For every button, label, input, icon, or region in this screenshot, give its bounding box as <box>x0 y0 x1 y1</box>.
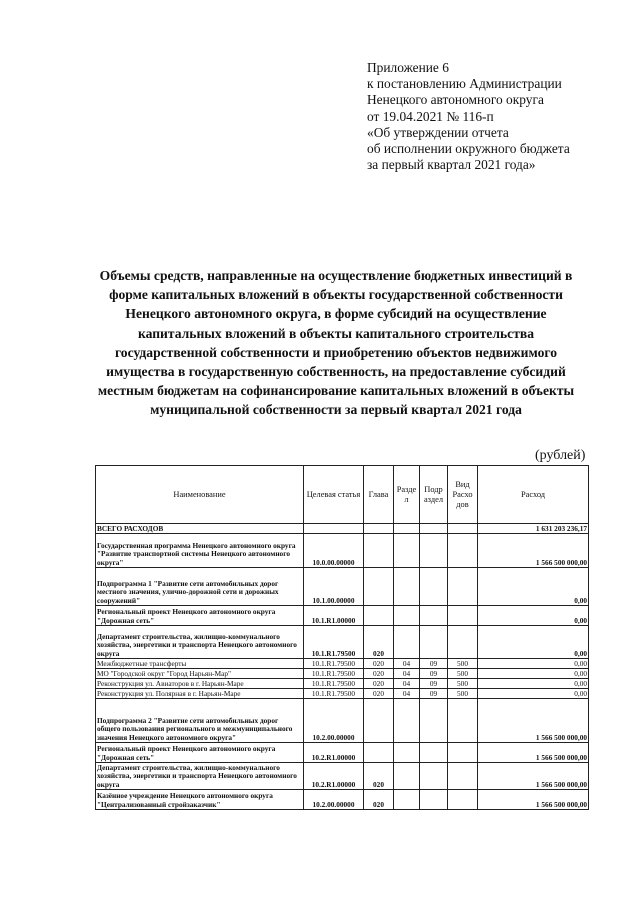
appendix-line: к постановлению Администрации <box>367 76 562 92</box>
cell-subsection <box>420 763 448 790</box>
cell-subsection <box>420 524 448 534</box>
cell-chapter: 020 <box>364 790 394 810</box>
cell-target: 10.0.00.00000 <box>304 534 364 568</box>
cell-exp-type <box>448 763 478 790</box>
table-row <box>96 659 589 669</box>
table-body <box>96 524 589 810</box>
cell-target: 10.2.00.00000 <box>304 790 364 810</box>
cell-section: 04 <box>394 659 420 669</box>
cell-target: 10.1.00.00000 <box>304 568 364 606</box>
cell-expense: 1 566 500 000,00 <box>478 790 589 810</box>
appendix-line: от 19.04.2021 № 116-п <box>367 108 494 124</box>
cell-expense: 0,00 <box>478 659 589 669</box>
cell-target: 10.1.R1.79500 <box>304 659 364 669</box>
cell-section <box>394 626 420 659</box>
appendix-block <box>367 60 627 173</box>
cell-subsection <box>420 534 448 568</box>
cell-expense: 1 566 500 000,00 <box>478 763 589 790</box>
table-row <box>96 790 589 810</box>
cell-expense: 0,00 <box>478 626 589 659</box>
table-row <box>96 606 589 626</box>
cell-section <box>394 534 420 568</box>
cell-chapter <box>364 699 394 743</box>
cell-subsection <box>420 790 448 810</box>
table-row <box>96 689 589 699</box>
appendix-line: за первый квартал 2021 года» <box>367 157 536 173</box>
cell-subsection <box>420 568 448 606</box>
header-expense: Расход <box>478 466 589 524</box>
cell-subsection: 09 <box>420 689 448 699</box>
cell-target: 10.1.R1.79500 <box>304 669 364 679</box>
cell-exp-type <box>448 699 478 743</box>
table-row <box>96 679 589 689</box>
cell-expense: 0,00 <box>478 606 589 626</box>
header-subsection: Подр аздел <box>420 466 448 524</box>
cell-target: 10.2.00.00000 <box>304 699 364 743</box>
appendix-line: Ненецкого автономного округа <box>367 92 544 108</box>
header-exp-type: Вид Расхо дов <box>448 466 478 524</box>
cell-chapter <box>364 606 394 626</box>
cell-chapter: 020 <box>364 669 394 679</box>
cell-chapter: 020 <box>364 659 394 669</box>
cell-subsection <box>420 743 448 763</box>
cell-subsection: 09 <box>420 659 448 669</box>
cell-target: 10.1.R1.00000 <box>304 606 364 626</box>
cell-name: Реконструкция ул. Полярная в г. Нарьян-Маре <box>96 689 304 699</box>
cell-section <box>394 763 420 790</box>
cell-exp-type <box>448 743 478 763</box>
table-row <box>96 743 589 763</box>
cell-exp-type <box>448 626 478 659</box>
cell-chapter <box>364 743 394 763</box>
cell-expense: 1 631 203 236,17 <box>478 524 589 534</box>
units-label: (рублей) <box>535 448 586 463</box>
cell-name: МО "Городской округ "Город Нарьян-Мар" <box>96 669 304 679</box>
header-section: Разде л <box>394 466 420 524</box>
cell-expense: 0,00 <box>478 679 589 689</box>
header-name: Наименование <box>96 466 304 524</box>
cell-target <box>304 524 364 534</box>
cell-expense: 1 566 500 000,00 <box>478 534 589 568</box>
cell-section <box>394 790 420 810</box>
cell-exp-type: 500 <box>448 669 478 679</box>
cell-chapter: 020 <box>364 626 394 659</box>
table-row <box>96 568 589 606</box>
header-chapter: Глава <box>364 466 394 524</box>
cell-name: Подпрограмма 1 "Развитие сети автомобильных дорог местного значения, улично-дорожной сети и дорожных сооружений" <box>96 568 304 606</box>
cell-exp-type: 500 <box>448 679 478 689</box>
table-row <box>96 626 589 659</box>
cell-target: 10.2.R1.00000 <box>304 743 364 763</box>
cell-exp-type: 500 <box>448 659 478 669</box>
cell-section <box>394 568 420 606</box>
cell-chapter: 020 <box>364 763 394 790</box>
cell-chapter: 020 <box>364 689 394 699</box>
table-row <box>96 669 589 679</box>
cell-exp-type <box>448 534 478 568</box>
cell-subsection <box>420 699 448 743</box>
cell-section <box>394 743 420 763</box>
cell-section <box>394 606 420 626</box>
cell-name: Государственная программа Ненецкого автономного округа "Развитие транспортной системы Ненецкого автономного округа" <box>96 534 304 568</box>
table-row <box>96 534 589 568</box>
cell-section <box>394 699 420 743</box>
table-row <box>96 699 589 743</box>
header-target: Целевая статья <box>304 466 364 524</box>
table-row <box>96 763 589 790</box>
cell-target: 10.1.R1.79500 <box>304 679 364 689</box>
cell-name: Подпрограмма 2 "Развитие сети автомобильных дорог общего пользования регионального и межмуниципального значения Ненецкого автономного округа" <box>96 699 304 743</box>
cell-section: 04 <box>394 679 420 689</box>
cell-chapter <box>364 524 394 534</box>
cell-name: Региональный проект Ненецкого автономного округа "Дорожная сеть" <box>96 606 304 626</box>
cell-expense: 1 566 500 000,00 <box>478 699 589 743</box>
appendix-line: «Об утверждении отчета <box>367 124 509 140</box>
cell-subsection: 09 <box>420 669 448 679</box>
cell-name: Реконструкция ул. Авиаторов в г. Нарьян-Маре <box>96 679 304 689</box>
appendix-line: Приложение 6 <box>367 60 449 75</box>
cell-subsection <box>420 626 448 659</box>
cell-name: Межбюджетные трансферты <box>96 659 304 669</box>
cell-target: 10.1.R1.79500 <box>304 626 364 659</box>
cell-target: 10.2.R1.00000 <box>304 763 364 790</box>
cell-expense: 1 566 500 000,00 <box>478 743 589 763</box>
cell-subsection <box>420 606 448 626</box>
cell-expense: 0,00 <box>478 568 589 606</box>
cell-name: ВСЕГО РАСХОДОВ <box>96 524 304 534</box>
cell-expense: 0,00 <box>478 669 589 679</box>
cell-exp-type <box>448 790 478 810</box>
cell-chapter <box>364 568 394 606</box>
cell-chapter: 020 <box>364 679 394 689</box>
cell-exp-type <box>448 568 478 606</box>
cell-chapter <box>364 534 394 568</box>
table-row <box>96 524 589 534</box>
cell-exp-type <box>448 606 478 626</box>
document-title: Объемы средств, направленные на осуществление бюджетных инвестиций в форме капитальных вложений в объекты государственной собственности Ненецкого автономного округа, в форме субсидий на осуществление капитальных вложений в объекты капитального строительства государственной собственности и приобретению объектов недвижимого имущества в государственную собственность, на предоставление субсидий местным бюджетам на софинансирование капитальных вложений в объекты муниципальной собственности за первый квартал 2021 года <box>97 268 575 418</box>
appendix-line: об исполнении окружного бюджета <box>367 141 570 157</box>
cell-target: 10.1.R1.79500 <box>304 689 364 699</box>
cell-name: Региональный проект Ненецкого автономного округа "Дорожная сеть" <box>96 743 304 763</box>
cell-name: Департамент строительства, жилищно-коммунального хозяйства, энергетики и транспорта Ненецкого автономного округа <box>96 763 304 790</box>
budget-table <box>95 465 589 810</box>
cell-section: 04 <box>394 689 420 699</box>
cell-exp-type: 500 <box>448 689 478 699</box>
cell-section <box>394 524 420 534</box>
cell-subsection: 09 <box>420 679 448 689</box>
cell-name: Департамент строительства, жилищно-коммунального хозяйства, энергетики и транспорта Ненецкого автономного округа <box>96 626 304 659</box>
cell-name: Казённое учреждение Ненецкого автономного округа "Централизованный стройзаказчик" <box>96 790 304 810</box>
cell-section: 04 <box>394 669 420 679</box>
cell-exp-type <box>448 524 478 534</box>
cell-expense: 0,00 <box>478 689 589 699</box>
table-header-row <box>96 466 589 524</box>
